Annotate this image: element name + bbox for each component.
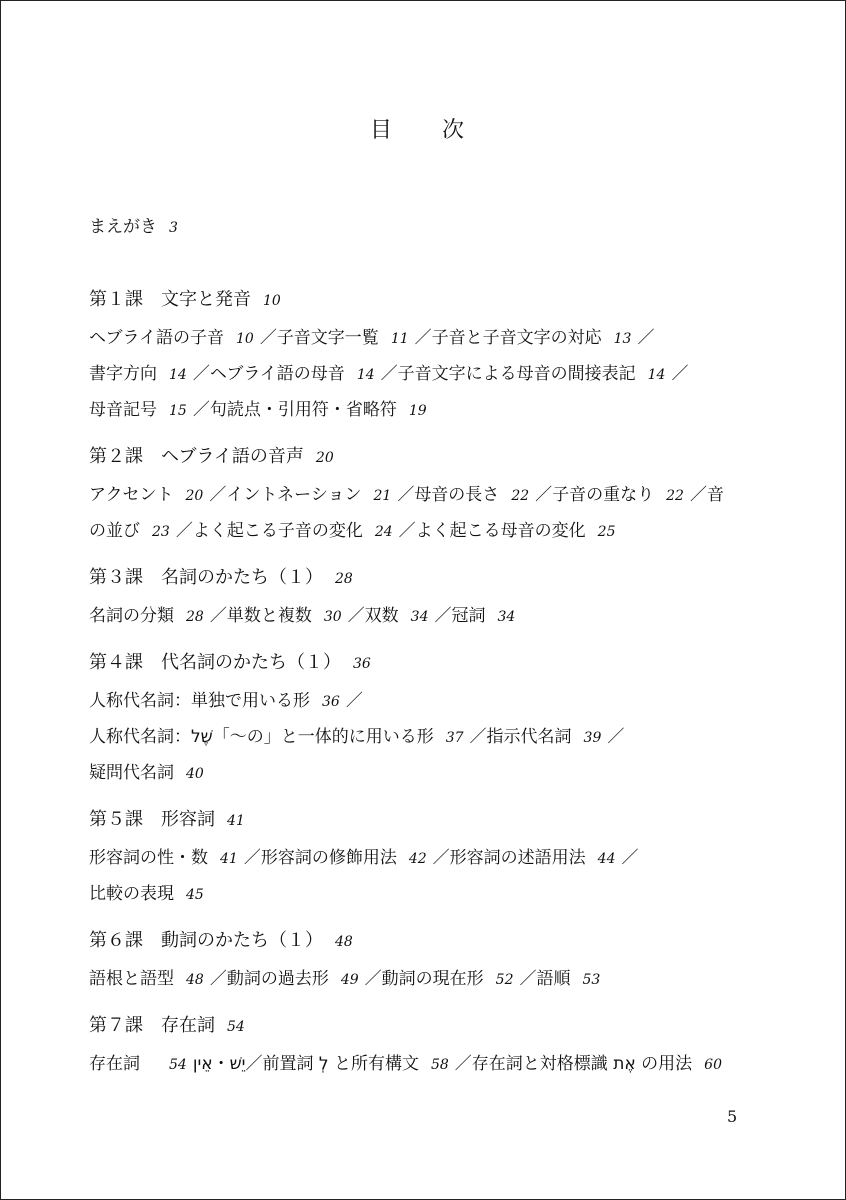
heading-gap (143, 446, 161, 467)
section-page: 42 (408, 851, 427, 867)
section-title: 比較の表現 (89, 884, 174, 904)
section-title: 動詞の現在形 (381, 969, 484, 989)
preface-entry (89, 212, 184, 237)
page-number: 5 (727, 1107, 738, 1126)
chapter-number: 第２課 (89, 446, 143, 467)
section-title: 語根と語型 (89, 969, 174, 989)
chapter-title: 名詞のかたち（１） (161, 567, 323, 588)
preface-page: 3 (169, 220, 178, 236)
section-line (89, 325, 769, 361)
chapter-heading (89, 1013, 769, 1051)
heading-gap (143, 289, 161, 310)
chapter-number: 第３課 (89, 567, 143, 588)
section-page: 25 (597, 524, 616, 540)
chapter-page: 36 (353, 656, 371, 672)
chapter-heading (89, 444, 769, 482)
separator: ／ (209, 969, 227, 989)
heading-gap (143, 567, 161, 588)
chapter-page: 10 (263, 293, 281, 309)
section-line (89, 724, 769, 760)
chapter-page: 41 (227, 813, 245, 829)
section-page: 40 (186, 766, 204, 782)
chapter-number: 第１課 (89, 289, 143, 310)
section-page: 14 (169, 367, 187, 383)
chapter-number: 第４課 (89, 652, 143, 673)
section-page: 49 (340, 972, 359, 988)
section-title: 存在詞と対格標識 אֶת の用法 (471, 1054, 693, 1074)
section-title: イントネーション (226, 485, 362, 505)
section-title: よく起こる子音の変化 (192, 521, 363, 541)
section-title: 指示代名詞 (486, 727, 572, 747)
section-title: 子音と子音文字の対応 (431, 328, 602, 348)
separator: ／ (380, 364, 398, 384)
section-page: 34 (410, 609, 429, 625)
section-title: 冠詞 (451, 606, 486, 626)
section-title: 母音記号 (89, 400, 157, 420)
section-line (89, 760, 769, 796)
section-title: 人称代名詞：שֶׁל「〜の」と一体的に用いる形 (89, 727, 434, 747)
separator: ／ (398, 521, 416, 541)
separator: ／ (414, 328, 432, 348)
section-page: 14 (356, 367, 375, 383)
section-title: 人称代名詞：単独で用いる形 (89, 691, 310, 711)
section-page: 23 (152, 524, 170, 540)
separator: ／ (259, 328, 277, 348)
section-line (89, 845, 769, 881)
section-title: 前置詞 לְ と所有構文 (262, 1054, 419, 1074)
section-title: 子音文字による母音の間接表記 (397, 364, 636, 384)
chapter-heading (89, 565, 769, 603)
section-title: 書字方向 (89, 364, 157, 384)
section-title: 単数と複数 (226, 606, 312, 626)
chapter-number: 第６課 (89, 930, 143, 951)
section-title: アクセント (89, 485, 174, 505)
section-page: 10 (235, 331, 254, 347)
chapter-block (89, 287, 769, 433)
section-page: 21 (373, 488, 392, 504)
section-line (89, 881, 769, 917)
chapter-number: 第５課 (89, 809, 143, 830)
chapter-title: 動詞のかたち（１） (161, 930, 323, 951)
section-title: 存在詞 יֵשׁ・אֵין (89, 1054, 246, 1074)
chapter-block (89, 1013, 769, 1087)
section-line (89, 361, 769, 397)
section-continued: ／音 (689, 485, 724, 505)
section-page: 58 (430, 1057, 449, 1073)
section-page: 44 (597, 851, 616, 867)
chapter-page: 28 (335, 571, 353, 587)
section-title: 形容詞の修飾用法 (260, 848, 397, 868)
separator: ／ (397, 485, 415, 505)
section-line (89, 482, 769, 518)
section-page: 13 (613, 331, 632, 347)
separator: ／ (209, 606, 227, 626)
section-line (89, 1051, 769, 1087)
toc-title: 目 次 (369, 118, 478, 143)
chapter-title: 文字と発音 (161, 289, 251, 310)
separator: ／ (454, 1054, 472, 1074)
section-page: 54 (169, 1057, 187, 1073)
separator: ／ (209, 485, 227, 505)
chapter-heading (89, 650, 769, 688)
section-title: ヘブライ語の子音 (89, 328, 224, 348)
section-page: 36 (322, 694, 340, 710)
separator: ／ (671, 364, 689, 384)
section-line (89, 966, 769, 1002)
separator: ／ (347, 606, 365, 626)
separator: ／ (245, 1054, 263, 1074)
section-title: ヘブライ語の母音 (209, 364, 345, 384)
section-title: 子音文字一覧 (276, 328, 379, 348)
separator: ／ (364, 969, 382, 989)
section-line (89, 603, 769, 639)
chapter-title: 代名詞のかたち（１） (161, 652, 341, 673)
section-page: 48 (186, 972, 204, 988)
separator: ／ (469, 727, 487, 747)
separator: ／ (535, 485, 553, 505)
separator: ／ (607, 727, 625, 747)
chapter-block (89, 565, 769, 639)
section-page: 37 (445, 730, 464, 746)
section-title: 動詞の過去形 (226, 969, 329, 989)
separator: ／ (434, 606, 452, 626)
separator: ／ (192, 400, 210, 420)
chapter-block (89, 807, 769, 917)
section-page: 19 (408, 403, 427, 419)
section-page: 11 (390, 331, 409, 347)
section-title: 子音の重なり (552, 485, 655, 505)
section-page: 22 (511, 488, 530, 504)
chapter-heading (89, 807, 769, 845)
section-title: 疑問代名詞 (89, 763, 174, 783)
chapter-heading (89, 287, 769, 325)
heading-gap (143, 1015, 161, 1036)
section-page: 60 (704, 1057, 722, 1073)
section-page: 22 (666, 488, 684, 504)
separator: ／ (519, 969, 537, 989)
section-title: 句読点・引用符・省略符 (209, 400, 397, 420)
section-title: の並び (89, 521, 140, 541)
preface-label: まえがき (89, 217, 157, 237)
chapter-title: 存在詞 (161, 1015, 215, 1036)
section-page: 30 (323, 609, 342, 625)
section-title: 名詞の分類 (89, 606, 174, 626)
section-title: 母音の長さ (414, 485, 500, 505)
section-line (89, 518, 769, 554)
section-page: 34 (497, 609, 516, 625)
chapter-title: ヘブライ語の音声 (161, 446, 304, 467)
chapter-list (89, 287, 769, 1098)
section-page: 39 (583, 730, 602, 746)
chapter-heading (89, 928, 769, 966)
section-page: 53 (582, 972, 601, 988)
chapter-block (89, 928, 769, 1002)
section-page: 28 (186, 609, 204, 625)
section-title: 形容詞の性・数 (89, 848, 208, 868)
separator: ／ (621, 848, 639, 868)
chapter-page: 48 (335, 934, 353, 950)
chapter-block (89, 444, 769, 554)
section-title: 双数 (364, 606, 399, 626)
section-page: 24 (374, 524, 393, 540)
section-title: よく起こる母音の変化 (415, 521, 586, 541)
heading-gap (143, 652, 161, 673)
heading-gap (143, 930, 161, 951)
section-page: 14 (647, 367, 666, 383)
heading-gap (143, 809, 161, 830)
chapter-block (89, 650, 769, 796)
separator: ／ (432, 848, 450, 868)
chapter-page: 20 (315, 450, 334, 466)
separator: ／ (243, 848, 261, 868)
section-title: 語順 (536, 969, 571, 989)
chapter-page: 54 (227, 1019, 245, 1035)
section-line (89, 397, 769, 433)
section-page: 45 (186, 887, 204, 903)
separator: ／ (345, 691, 363, 711)
section-page: 41 (220, 851, 238, 867)
chapter-title: 形容詞 (161, 809, 215, 830)
section-page: 20 (185, 488, 204, 504)
separator: ／ (175, 521, 193, 541)
separator: ／ (637, 328, 655, 348)
separator: ／ (192, 364, 210, 384)
section-page: 52 (495, 972, 514, 988)
section-title: 形容詞の述語用法 (449, 848, 586, 868)
section-page: 15 (169, 403, 187, 419)
chapter-number: 第７課 (89, 1015, 143, 1036)
section-line (89, 688, 769, 724)
